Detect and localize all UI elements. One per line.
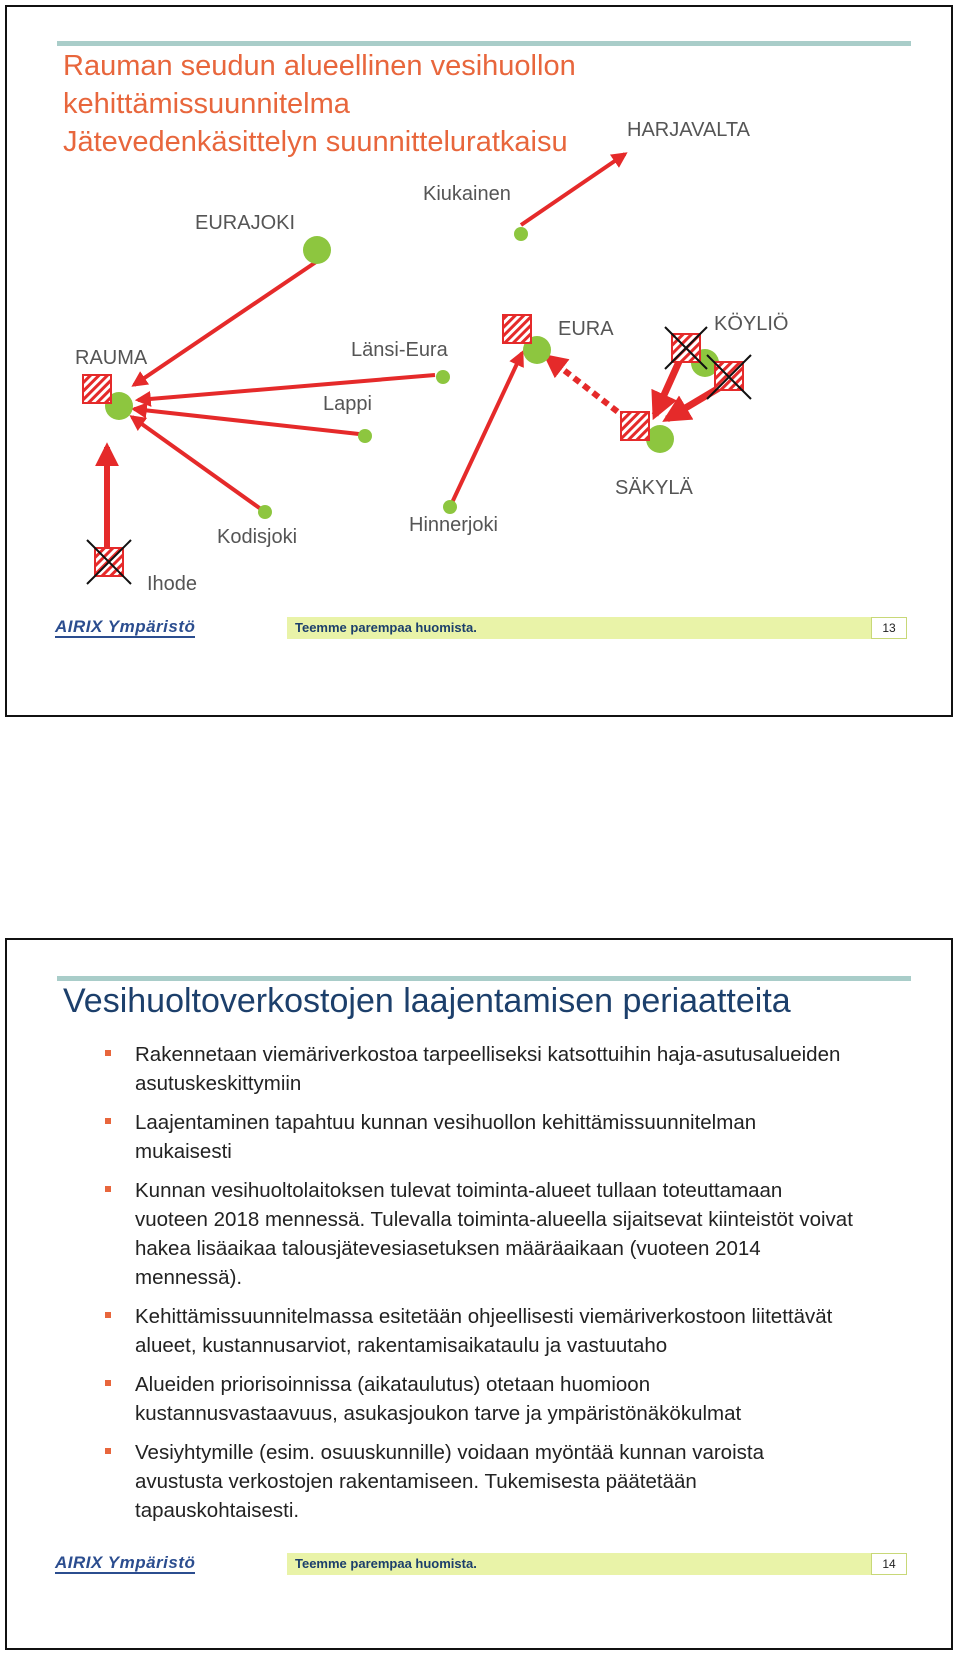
label-hinnerjoki: Hinnerjoki [409,514,498,536]
label-rauma: RAUMA [75,347,148,369]
bullet-item: Laajentaminen tapahtuu kunnan vesihuollon kehittämissuunnitelman mukaisesti [97,1108,857,1166]
bullet-item: Kehittämissuunnitelmassa esitetään ohjeellisesti viemäriverkostoon liitettävät alueet, kustannusarviot, rakentamisaikataulu ja vastuutaho [97,1302,857,1360]
label-harjavalta: HARJAVALTA [627,119,750,141]
label-eura: EURA [558,318,614,340]
footer-slogan: Teemme parempaa huomista. [295,620,477,635]
bullet-item: Vesiyhtymille (esim. osuuskunnille) voidaan myöntää kunnan varoista avustusta verkostojen rakentamiseen. Tukemisesta päätetään tapauskohtaisesti. [97,1438,857,1525]
title-line-1: Rauman seudun alueellinen vesihuollon [63,50,576,82]
plant-rauma [83,375,111,403]
node-lansi-eura [436,370,450,384]
title-line-2: kehittämissuunnitelma [63,88,350,120]
arrow-kiukainen-harjavalta [521,154,625,225]
wastewater-plan-diagram [7,7,951,715]
bullet-item: Rakennetaan viemäriverkostoa tarpeelliseksi katsottuihin haja-asutusalueiden asutuskeskittymiin [97,1040,857,1098]
arrow-kodisjoki-rauma [132,417,265,512]
arrow-lansieura-rauma [138,375,435,400]
arrow-koylio-sakyla-1 [655,355,682,415]
title-rule [57,976,911,981]
bullet-list [97,1040,857,1535]
node-kiukainen [514,227,528,241]
bullet-item: Kunnan vesihuoltolaitoksen tulevat toiminta-alueet tullaan toteuttamaan vuoteen 2018 mennessä. Tulevalla toiminta-alueella sijaitsevat kiinteistöt voivat hakea lisäaikaa talousjätevesiasetuksen määräaikaan (vuoteen 2014 mennessä). [97,1176,857,1292]
label-lansi-eura: Länsi-Eura [351,339,448,361]
node-sakyla [646,425,674,453]
label-kiukainen: Kiukainen [423,183,511,205]
label-koylio: KÖYLIÖ [714,313,789,335]
arrow-sakyla-eura-dashed [547,357,627,419]
node-kodisjoki [258,505,272,519]
footer-bar [287,617,907,639]
bullet-item: Alueiden priorisoinnissa (aikataulutus) otetaan huomioon kustannusvastaavuus, asukasjoukon tarve ja ympäristönäkökulmat [97,1370,857,1428]
plant-eura [503,315,531,343]
label-ihode: Ihode [147,573,198,595]
slide-13 [5,5,953,717]
slide-14 [5,938,953,1650]
airix-logo: AIRIX Ympäristö [55,1553,196,1572]
page-number: 13 [871,617,907,639]
label-sakyla: SÄKYLÄ [615,477,693,499]
title-line-3: Jätevedenkäsittelyn suunnitteluratkaisu [63,126,568,158]
node-hinnerjoki [443,500,457,514]
label-eurajoki: EURAJOKI [195,212,296,234]
airix-logo: AIRIX Ympäristö [55,617,196,636]
page-number: 14 [871,1553,907,1575]
footer-bar [287,1553,907,1575]
label-kodisjoki: Kodisjoki [217,526,298,548]
footer-slogan: Teemme parempaa huomista. [295,1556,477,1571]
plant-sakyla [621,412,649,440]
slide-title: Vesihuoltoverkostojen laajentamisen periaatteita [63,982,791,1020]
node-lappi [358,429,372,443]
node-eurajoki [303,236,331,264]
arrow-hinnerjoki-eura [450,353,522,507]
arrow-eurajoki-rauma [134,262,316,385]
label-lappi: Lappi [323,393,372,415]
